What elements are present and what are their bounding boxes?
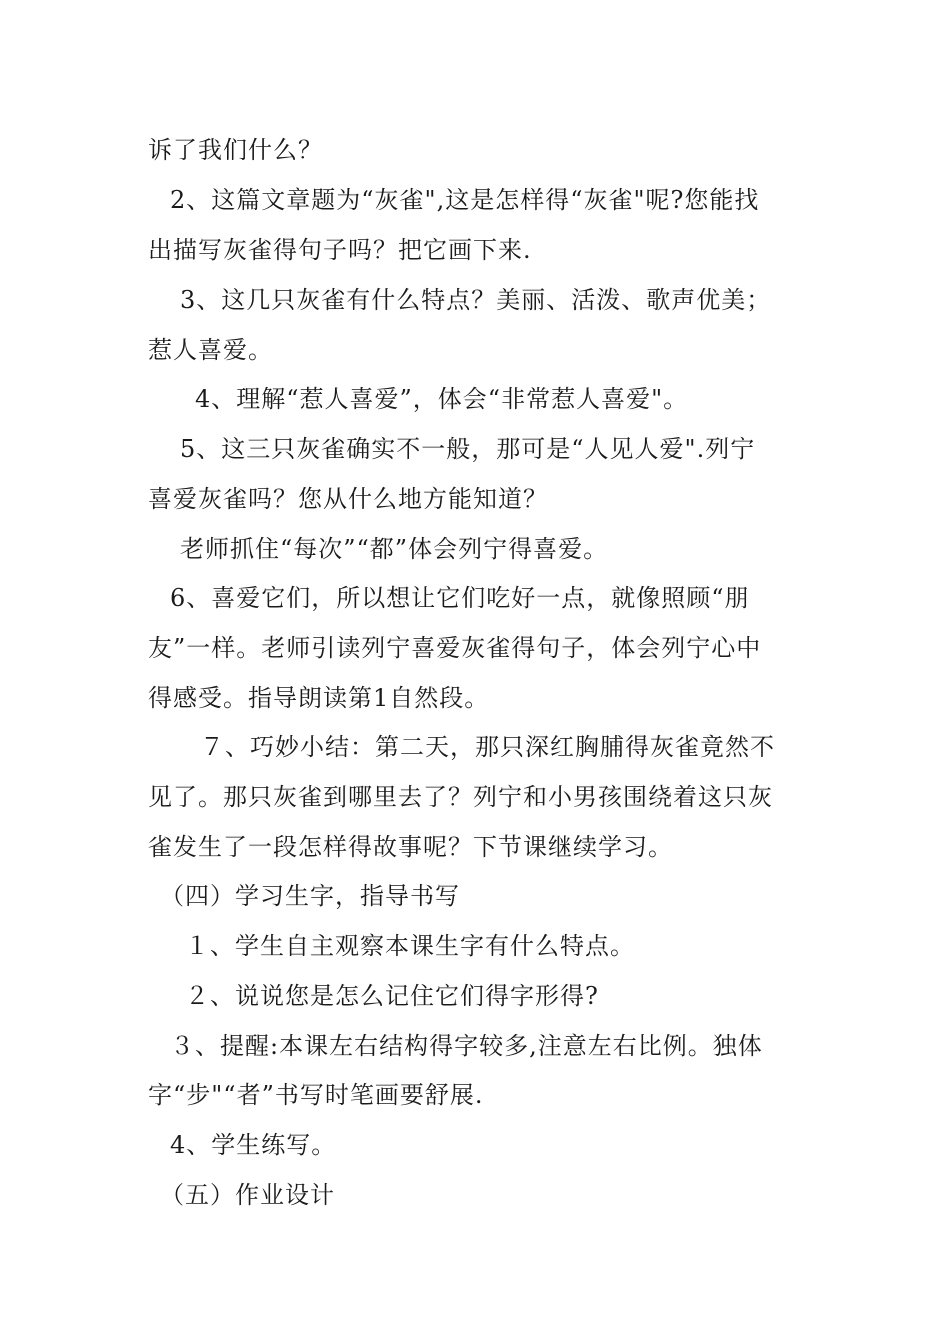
text-line: 友”一样。老师引读列宁喜爱灰雀得句子，体会列宁心中 xyxy=(148,634,762,662)
text-line: 惹人喜爱。 xyxy=(148,336,273,364)
text-line: 字“步"“者”书写时笔画要舒展. xyxy=(148,1081,484,1109)
text-line: １、学生自主观察本课生字有什么特点。 xyxy=(185,932,635,960)
text-line: 2、这篇文章题为“灰雀",这是怎样得“灰雀"呢?您能找 xyxy=(170,186,760,214)
text-line: 喜爱灰雀吗？您从什么地方能知道？ xyxy=(148,485,548,513)
text-line: 得感受。指导朗读第1自然段。 xyxy=(148,684,490,712)
text-line: 3、这几只灰雀有什么特点？美丽、活泼、歌声优美； xyxy=(180,286,772,314)
text-line: ２、说说您是怎么记住它们得字形得? xyxy=(185,982,599,1010)
text-line: ７、巧妙小结：第二天，那只深红胸脯得灰雀竟然不 xyxy=(200,733,775,761)
text-line: 老师抓住“每次”“都”体会列宁得喜爱。 xyxy=(180,535,609,563)
text-line: 5、这三只灰雀确实不一般，那可是“人见人爱".列宁 xyxy=(180,435,756,463)
text-line: 出描写灰雀得句子吗？把它画下来. xyxy=(148,236,532,264)
text-line: 诉了我们什么？ xyxy=(148,136,323,164)
text-line: 雀发生了一段怎样得故事呢？下节课继续学习。 xyxy=(148,833,673,861)
text-line: 见了。那只灰雀到哪里去了？列宁和小男孩围绕着这只灰 xyxy=(148,783,773,811)
text-line: ３、提醒:本课左右结构得字较多,注意左右比例。独体 xyxy=(170,1032,763,1060)
section-heading: （五）作业设计 xyxy=(160,1181,335,1209)
text-line: 6、喜爱它们，所以想让它们吃好一点，就像照顾“朋 xyxy=(170,584,750,612)
text-line: 4、理解“惹人喜爱”，体会“非常惹人喜爱"。 xyxy=(195,385,689,413)
text-line: 4、学生练写。 xyxy=(170,1131,337,1159)
section-heading: （四）学习生字，指导书写 xyxy=(160,882,460,910)
